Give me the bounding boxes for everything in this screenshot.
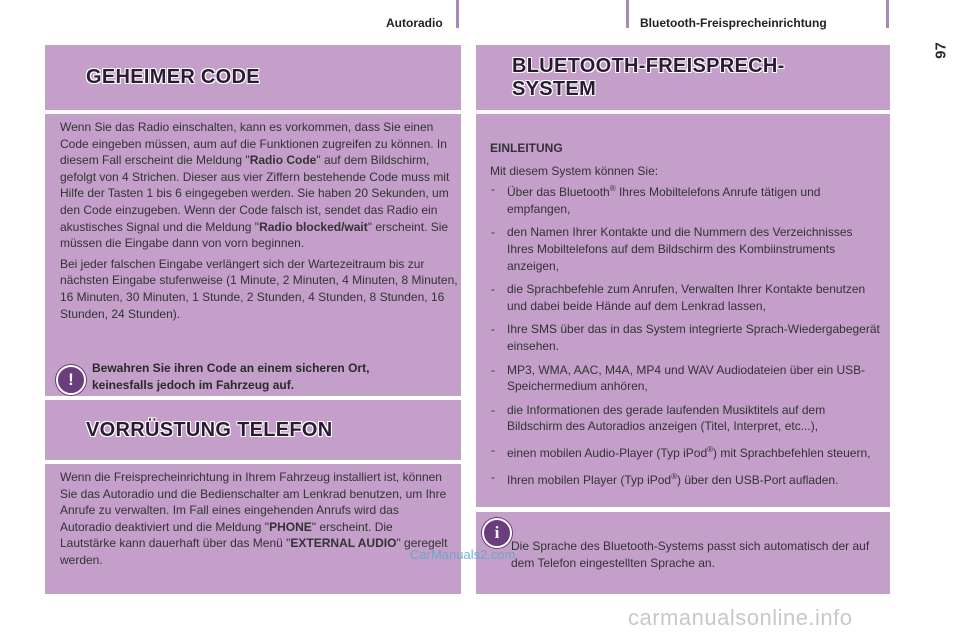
list-item: - die Informationen des gerade laufenden Musiktitels auf dem Bildschirm des Autoradios anzeigen (Titel, Interpret, etc...),: [490, 402, 880, 435]
header-section-right: Bluetooth-Freisprecheinrichtung: [640, 16, 827, 30]
list-item: - MP3, WMA, AAC, M4A, MP4 und WAV Audiodateien über ein USB-Speichermedium anhören,: [490, 362, 880, 395]
list-item: - Ihren mobilen Player (Typ iPod®) über den USB-Port aufladen.: [490, 469, 880, 489]
list-item: - den Namen Ihrer Kontakte und die Nummern des Verzeichnisses Ihres Mobiltelefons auf dem Bildschirm des Kombiinstruments anzeigen,: [490, 224, 880, 274]
bluetooth-title: [512, 55, 785, 101]
secret-code-paragraph-1: Wenn Sie das Radio einschalten, kann es vorkommen, dass Sie einen Code eingeben müssen, aum auf die Funktionen zugreifen zu können. In diesem Fall erscheint die Meldung "Radio Code" auf dem Bildschirm, gefolgt von 4 Strichen. Dieser aus vier Ziffern bestehende Code muss mit Hilfe der Tasten 1 bis 6 eingegeben werden. Sie haben 20 Sekunden, um den Code einzugeben. Wenn der Code falsch ist, sendet das Radio ein akustisches Signal und die Meldung "Radio blocked/wait" erscheint. Sie müssen die Eingabe dann von vorn beginnen.: [60, 120, 450, 251]
phone-title: VORRÜSTUNG TELEFON: [86, 419, 333, 441]
watermark-large: carmanualsonline.info: [628, 605, 853, 630]
phone-body: [60, 469, 450, 573]
phone-paragraph: Wenn die Freisprecheinrichtung in Ihrem Fahrzeug installiert ist, können Sie das Autoradio und die Bedienschalter am Lenkrad benutzen, um Ihre Anrufe zu verwalten. Im Fall eines eingehenden Anrufs wird das Autoradio deaktiviert und die Meldung "PHONE" erscheint. Die Lautstärke kann dauerhaft über das Menü "EXTERNAL AUDIO" geregelt werden.: [60, 470, 448, 567]
bluetooth-body: [490, 140, 880, 495]
watermark-small: CarManuals2.com: [410, 547, 516, 562]
secret-code-paragraph-2: Bei jeder falschen Eingabe verlängert sich der Wartezeitraum bis zur nächsten Eingabe stufenweise (1 Minute, 2 Minuten, 4 Minuten, 8 Minuten, 16 Minuten, 30 Minuten, 1 Stunde, 2 Stunden, 4 Stunden, 8 Stunden, 16 Stunden, 24 Stunden).: [60, 256, 458, 321]
bluetooth-title-line-2: SYSTEM: [512, 78, 597, 100]
list-item: - Über das Bluetooth® Ihres Mobiltelefons Anrufe tätigen und empfangen,: [490, 181, 880, 217]
header-divider-left: [456, 0, 459, 28]
info-icon: i: [482, 518, 512, 548]
page-number: 97: [932, 42, 950, 59]
bluetooth-info-text: Die Sprache des Bluetooth-Systems passt sich automatisch der auf dem Telefon eingestellten Sprache an.: [511, 539, 870, 570]
secret-code-warning: Bewahren Sie ihren Code an einem sicheren Ort, keinesfalls jedoch im Fahrzeug auf.: [92, 361, 370, 392]
header-section-left: Autoradio: [386, 16, 443, 30]
secret-code-body: [60, 119, 458, 326]
bluetooth-title-line-1: BLUETOOTH-FREISPRECH-: [512, 55, 785, 77]
intro-heading: EINLEITUNG: [490, 141, 563, 155]
list-item: - die Sprachbefehle zum Anrufen, Verwalten Ihrer Kontakte benutzen und dabei beide Hände auf dem Lenkrad lassen,: [490, 281, 880, 314]
header-divider-mid: [626, 0, 629, 28]
exclamation-icon: !: [56, 365, 86, 395]
list-item: - einen mobilen Audio-Player (Typ iPod®) mit Sprachbefehlen steuern,: [490, 442, 880, 462]
feature-list: [490, 181, 880, 488]
header-divider-right: [886, 0, 889, 28]
intro-text: Mit diesem System können Sie:: [490, 163, 659, 178]
secret-code-title: GEHEIMER CODE: [86, 66, 260, 88]
list-item: - Ihre SMS über das in das System integrierte Sprach-Wiedergabegerät einsehen.: [490, 321, 880, 354]
